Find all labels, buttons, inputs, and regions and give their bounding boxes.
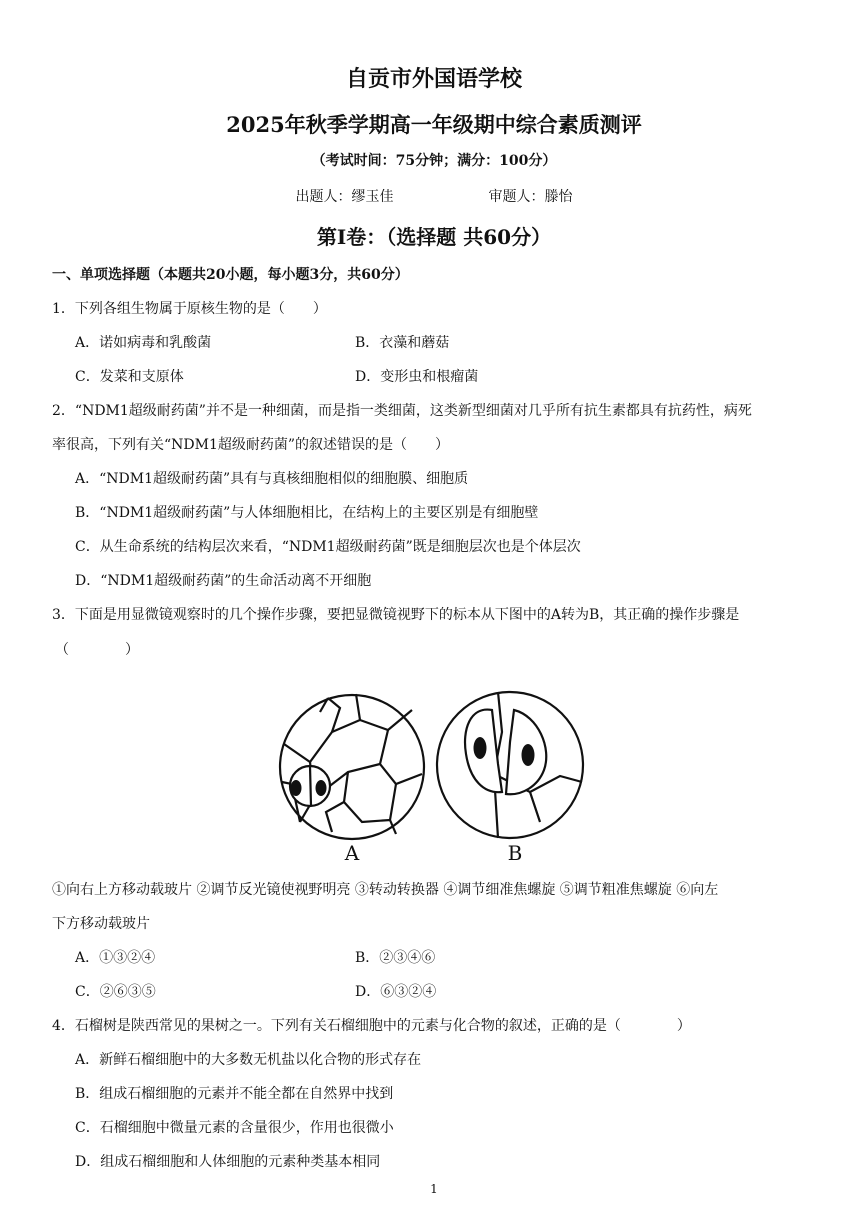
q3-option-b: B．②③④⑥ xyxy=(355,950,436,966)
exam-title: 2025年秋季学期高一年级期中综合素质测评 xyxy=(226,112,642,137)
part-title: 一、单项选择题（本题共20小题，每小题3分，共60分） xyxy=(52,267,409,283)
q4-option-c: C．石榴细胞中微量元素的含量很少，作用也很微小 xyxy=(75,1120,394,1136)
q4-option-b: B．组成石榴细胞的元素并不能全都在自然界中找到 xyxy=(75,1086,394,1102)
q2-stem-line1: 2．“NDM1超级耐药菌”并不是一种细菌，而是指一类细菌，这类新型细菌对几乎所有抗生素都具有抗药性，病死 xyxy=(52,403,752,419)
q4-stem: 4．石榴树是陕西常见的果树之一。下列有关石榴细胞中的元素与化合物的叙述，正确的是（ ） xyxy=(52,1018,691,1034)
field-a-label: A xyxy=(344,841,360,865)
q2-stem-line2: 率很高，下列有关“NDM1超级耐药菌”的叙述错误的是（ ） xyxy=(52,437,450,453)
q4-option-a: A．新鲜石榴细胞中的大多数无机盐以化合物的形式存在 xyxy=(75,1052,422,1068)
field-a-target-cell xyxy=(290,766,330,806)
q2-option-d: D．“NDM1超级耐药菌”的生命活动离不开细胞 xyxy=(75,573,372,589)
field-a xyxy=(280,694,424,839)
q3-option-d: D．⑥③②④ xyxy=(355,984,437,1000)
q1-option-b: B．衣藻和蘑菇 xyxy=(355,335,450,351)
q1-option-c: C．发菜和支原体 xyxy=(75,369,184,385)
q1-option-d: D．变形虫和根瘤菌 xyxy=(355,369,479,385)
q2-option-b: B．“NDM1超级耐药菌”与人体细胞相比，在结构上的主要区别是有细胞壁 xyxy=(75,505,539,521)
reviewer: 审题人：滕怡 xyxy=(488,189,573,205)
q1-option-a: A．诺如病毒和乳酸菌 xyxy=(75,335,212,351)
field-b-label: B xyxy=(507,841,523,865)
q3-stem-line2: （ ） xyxy=(55,642,139,658)
page-number: 1 xyxy=(430,1182,438,1196)
q4-option-d: D．组成石榴细胞和人体细胞的元素种类基本相同 xyxy=(75,1154,381,1170)
q3-option-a: A．①③②④ xyxy=(75,950,156,966)
q3-steps-line1: ①向右上方移动载玻片 ②调节反光镜使视野明亮 ③转动转换器 ④调节细准焦螺旋 ⑤调节粗准焦螺旋 ⑥向左 xyxy=(52,882,719,898)
field-b-target-cell xyxy=(465,710,546,795)
author-line xyxy=(0,186,868,206)
q3-steps-line2: 下方移动载玻片 xyxy=(52,916,150,932)
section-title: 第Ⅰ卷：（选择题 共60分） xyxy=(316,225,552,249)
school-name: 自贡市外国语学校 xyxy=(345,66,522,92)
q3-stem-line1: 3．下面是用显微镜观察时的几个操作步骤，要把显微镜视野下的标本从下图中的A转为B，其正确的操作步骤是 xyxy=(52,607,740,623)
q1-stem: 1．下列各组生物属于原核生物的是（ ） xyxy=(52,301,327,317)
exam-info: （考试时间：75分钟；满分：100分） xyxy=(311,153,557,169)
q2-option-c: C．从生命系统的结构层次来看，“NDM1超级耐药菌”既是细胞层次也是个体层次 xyxy=(75,539,581,555)
q3-option-c: C．②⑥③⑤ xyxy=(75,984,156,1000)
q2-option-a: A．“NDM1超级耐药菌”具有与真核细胞相似的细胞膜、细胞质 xyxy=(75,471,469,487)
setter: 出题人：缪玉佳 xyxy=(295,189,394,205)
microscope-figure xyxy=(270,672,600,872)
